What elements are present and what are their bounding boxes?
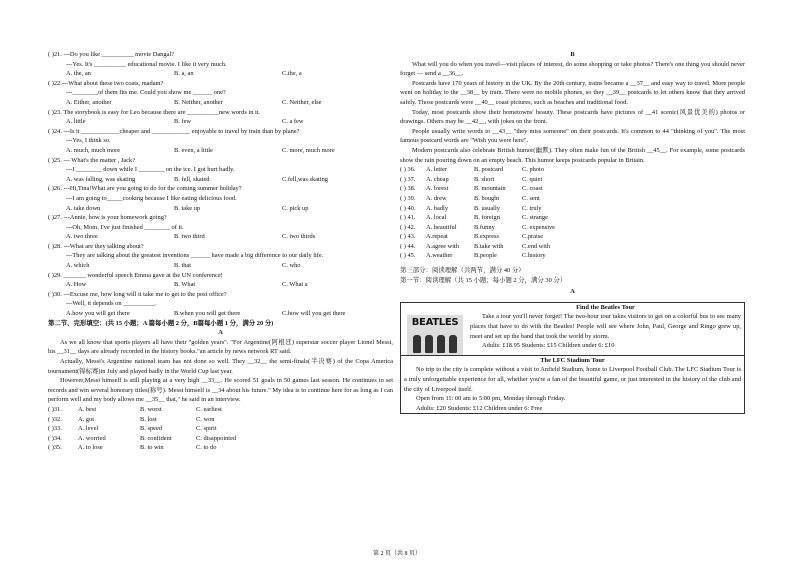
answer-option: A.weather <box>426 252 453 260</box>
cloze-option-row <box>400 194 745 204</box>
lfc-tour-title: The LFC Stadium Tour <box>540 356 605 364</box>
answer-option: C. expensive <box>522 223 556 231</box>
answer-option: B. two third <box>174 233 205 241</box>
answer-options-row <box>48 146 393 156</box>
reading-a-label: A <box>570 288 575 296</box>
passage-b-label: B <box>570 51 575 58</box>
question-number: ( ) 44. <box>400 242 416 250</box>
cloze-options-b <box>400 165 745 261</box>
cloze-option-row <box>400 165 745 175</box>
lfc-tour-hours: Open from 11: 00 am to 5:00 pm, Monday through Friday. <box>416 395 566 403</box>
page-footer: 第 2 页（共 8 页） <box>372 551 421 557</box>
passage-b <box>400 60 745 166</box>
question-stem: ( )21. ---Do you like __________ movie Dangal? <box>48 51 175 58</box>
beatles-logo-image <box>407 315 463 355</box>
answer-option: A. little <box>66 118 86 126</box>
question-stem: ( )27. ---Annie, how is your homework going? <box>48 214 167 222</box>
answer-options-row <box>48 175 393 185</box>
question-number: ( )31. <box>48 405 62 413</box>
beatles-tour-title: Find the Beatles Tour <box>576 303 635 311</box>
answer-option: B.express <box>474 233 500 241</box>
question-number: ( )33. <box>48 425 62 433</box>
answer-option: B. confident <box>140 434 172 442</box>
answer-option: B. mountain <box>474 185 506 193</box>
passage-paragraph: As we all know that sports players all have their "golden years". "For Argentine(阿根廷) superstar soccer player Lionel Messi, his __31__ days are already recorded in the history books."an article by news network RT said. <box>48 338 393 356</box>
answer-option: C. What a <box>282 281 308 289</box>
multiple-choice-group-a <box>48 50 393 213</box>
question-stem: ( )25. --- What's the matter , Jack? <box>48 156 136 164</box>
answer-option: A. Either, another <box>66 98 112 106</box>
answer-option: C. strange <box>522 214 548 222</box>
answer-option: A. which <box>66 262 90 270</box>
answer-option: A. much, much more <box>66 146 121 154</box>
beatles-tour-price: Adults: £18.95 Students: £15 Children under 6: £10 <box>482 342 615 350</box>
question-number: ( )34. <box>48 434 62 442</box>
answer-option: B. bought <box>474 194 500 202</box>
question-number: ( ) 41. <box>400 214 416 222</box>
lfc-tour-section <box>401 355 744 414</box>
answer-option: A. forest <box>426 185 449 193</box>
cloze-option-row <box>48 443 393 453</box>
cloze-option-row <box>400 242 745 252</box>
answer-option: B. take up <box>174 204 201 212</box>
answer-options-row <box>48 117 393 127</box>
passage-a <box>48 338 393 405</box>
question-stem: ( )30. ---Excuse me, how long will it take me to get to the post office? <box>48 290 227 298</box>
cloze-option-row <box>400 232 745 242</box>
answer-option: B. postcard <box>474 166 504 174</box>
question-dialogue-line: ---I am going to_____cooking because I like eating delicious food. <box>66 194 237 202</box>
question-number: ( )32. <box>48 415 62 423</box>
answer-option: A. two three <box>66 233 98 241</box>
answer-option: B. What <box>174 281 196 289</box>
answer-option: C. two thirds <box>282 233 316 241</box>
answer-option: B. fell, skated <box>174 175 210 183</box>
answer-option: C.fell,was skating <box>282 175 328 183</box>
answer-option: C. coast <box>522 185 543 193</box>
answer-option: C.end with <box>522 242 551 250</box>
answer-options-row <box>48 232 393 242</box>
cloze-option-row <box>400 204 745 214</box>
answer-option: B. worst <box>140 405 162 413</box>
passage-paragraph: People usually write words to __43__ "they miss someone" on their postcards. It's common to 44 "thinking of you". The most famous postcard words are "Wish you were here". <box>400 127 745 145</box>
part3-title: 第三部分：阅读理解（共两节，满分 40 分） <box>400 267 525 275</box>
answer-option: A. was falling, was skating <box>66 175 136 183</box>
question-number: ( ) 45. <box>400 252 416 260</box>
answer-options-row <box>48 204 393 214</box>
answer-option: C.how will you get there <box>282 310 346 318</box>
cloze-option-row <box>400 223 745 233</box>
passage-paragraph: Today, most postcards show their hometowns' beauty. These postcards have pictures of __41 scenic(风景优美的) photos or drawings. Others may be __42__, with jokes on the front. <box>400 108 745 126</box>
beatles-tour-section <box>401 303 744 355</box>
answer-option: A. level <box>78 425 99 433</box>
answer-options-row <box>48 261 393 271</box>
answer-option: B. speed <box>140 425 163 433</box>
cloze-option-row <box>48 415 393 425</box>
answer-option: C. truly <box>522 204 542 212</box>
answer-option: C. to do <box>196 444 217 452</box>
lfc-tour-body: No trip to the city is complete without a visit to Anfield Stadium, home to Liverpool Football Club. The LFC Stadium Tour is a truly unforgettable experience for all, whether you're a fan of the beautiful game, or just interested in the history of the club and the city of Liverpool itself. <box>404 366 741 393</box>
section2-title: 第二节、完形填空：(共 15 小题；A 篇每小题 2 分，B篇每小题 1 分，满分 20 分) <box>48 319 274 327</box>
answer-option: B.take with <box>474 242 504 250</box>
passage-a-label: A <box>218 329 223 337</box>
beatles-logo-text: BEATLES <box>411 316 459 328</box>
left-column <box>48 50 393 453</box>
question-number: ( ) 37. <box>400 175 416 183</box>
answer-option: B. few <box>174 118 192 126</box>
passage-paragraph: Postcards have 170 years of history in the UK. By the 20th century, trains became a __37__ and easy way to travel. More people went on holiday to the __38__ by train. There were no mobile phones, so they __39__ postcards to let others know that they arrived safely. Those postcards were __40__ coast pictures, such as beaches and traditional food. <box>400 79 745 106</box>
answer-option: A.agree with <box>426 242 460 250</box>
answer-option: B. that <box>174 262 192 270</box>
question-number: ( ) 38. <box>400 185 416 193</box>
answer-options-row <box>48 309 393 319</box>
question-number: ( ) 40. <box>400 204 416 212</box>
question-number: ( ) 39. <box>400 194 416 202</box>
answer-option: A. take down <box>66 204 101 212</box>
answer-option: B. foreign <box>474 214 500 222</box>
question-stem: ( )28. ---What are they talking about? <box>48 242 144 250</box>
right-column <box>400 50 745 414</box>
cloze-option-row <box>400 175 745 185</box>
answer-option: A.repeat <box>426 233 448 241</box>
answer-option: B. lost <box>140 415 157 423</box>
question-stem: ( )23. The storybook is easy for Leo because there are __________new words in it. <box>48 108 261 116</box>
answer-option: A. letter <box>426 166 447 174</box>
question-number: ( ) 43. <box>400 233 416 241</box>
tour-ad-box <box>400 302 745 415</box>
cloze-option-row <box>48 434 393 444</box>
answer-option: A. to lose <box>78 444 103 452</box>
answer-option: C. photo <box>522 166 545 174</box>
answer-option: B. short <box>474 175 495 183</box>
answer-option: C. more, much more <box>282 146 335 154</box>
answer-option: A. worried <box>78 434 106 442</box>
answer-option: C.history <box>522 252 546 260</box>
answer-option: B. even, a little <box>174 146 213 154</box>
answer-options-row <box>48 69 393 79</box>
question-number: ( ) 36. <box>400 166 416 174</box>
section1-title: 第一节：阅读理解（共 15 小题；每小题 2 分，满分 30 分） <box>400 276 567 284</box>
passage-paragraph: However,Messi himself is still playing at a very high __33__. He scored 51 goals in 50 games last season. He continues to set records and win several honorary titles(称号). Messi himself is __34 about his future." My idea is to continue here for as long as I can perform well and my body allows me __35__ that," he said in an interview. <box>48 377 393 404</box>
answer-option: A. drew <box>426 194 447 202</box>
question-dialogue-line: ---Yes. It's __________ educational movie. I like it very much. <box>66 60 227 68</box>
cloze-option-row <box>48 424 393 434</box>
answer-option: C. a few <box>282 118 304 126</box>
question-dialogue-line: ---They are talking about the greatest inventions ______ have made a big difference to our daily life. <box>66 252 324 260</box>
question-dialogue-line: ---Yes, I think so. <box>66 137 111 145</box>
passage-paragraph: Modern postcards also celebrate British humor(幽默). They often make fun of the British __45__. For example, some postcards show the rain pouring down on an empty beach. This humor keeps postcards popular in Britain. <box>400 146 745 164</box>
cloze-option-row <box>400 251 745 261</box>
answer-option: B. to win <box>140 444 164 452</box>
answer-option: A. cheap <box>426 175 449 183</box>
beatles-tour-body: Take a tour you'll never forget! The two-hour tour takes visitors to get on a colorful bus to see many places that have to do with the Beatles! People will see where John, Paul, George and Ringo grew up, meet and set up the band that took the world by storm. <box>470 313 741 340</box>
passage-paragraph: Actually, Messi's Argentine national team has not done so well. They __32__ the semi-finals(半决赛) of the Copa America tournament(锦标赛)in July and played badly in the World Cup last year. <box>48 358 393 375</box>
answer-option: A. got <box>78 415 94 423</box>
question-stem: ( )24. ---Is it ____________cheaper and ____________ enjoyable to travel by train than by plane? <box>48 127 300 135</box>
question-dialogue-line: ---Oh, Mom, I've just finished ________ of it. <box>66 223 184 231</box>
answer-option: B.when you will get there <box>174 310 241 318</box>
answer-option: A. local <box>426 214 447 222</box>
cloze-option-row <box>400 184 745 194</box>
answer-option: C.the, a <box>282 70 302 78</box>
answer-option: C. sent <box>522 194 540 202</box>
answer-option: A. beautiful <box>426 223 457 231</box>
answer-option: C. earliest <box>196 405 222 413</box>
question-dialogue-line: ---I ________ down while I ________ on the ice. I got hurt badly. <box>66 166 235 174</box>
lfc-tour-price: Adults: £20 Students: £12 Children under 6: Free <box>416 404 543 412</box>
answer-option: B. Neither, another <box>174 98 223 106</box>
question-dialogue-line: ---________of them fits me. Could you show me ______ one? <box>66 89 226 97</box>
answer-option: C. who <box>282 262 301 270</box>
answer-option: B. usually <box>474 204 500 212</box>
passage-paragraph: What will you do when you travel—visit places of interest, do some shopping or take photos? There's one thing you should never forget — send a __36__. <box>400 60 745 78</box>
answer-option: C. Neither, else <box>282 98 322 106</box>
answer-option: C. spirit <box>196 425 217 433</box>
cloze-options-a <box>48 405 393 453</box>
answer-option: A. best <box>78 405 97 413</box>
answer-option: C. won <box>196 415 215 423</box>
question-stem: ( )22.---What about these two coats, madam? <box>48 79 164 87</box>
answer-option: B. a, an <box>174 70 194 78</box>
question-number: ( )35. <box>48 444 62 452</box>
answer-option: B.funny <box>474 223 495 231</box>
answer-option: C. pick up <box>282 204 309 212</box>
answer-option: C. disappointed <box>196 434 237 442</box>
answer-option: B.people <box>474 252 497 260</box>
question-stem: ( )26. ---Hi,Tina!What are you going to do for the coming summer holiday? <box>48 185 242 193</box>
answer-options-row <box>48 280 393 290</box>
answer-option: A. How <box>66 281 87 289</box>
answer-option: C. quiet <box>522 175 543 183</box>
answer-option: A. the, an <box>66 70 91 78</box>
cloze-option-row <box>48 405 393 415</box>
answer-option: A. badly <box>426 204 449 212</box>
question-stem: ( )29. _______ wonderful speech Emma gave at the UN conference! <box>48 271 223 279</box>
question-dialogue-line: ---Well, it depends on __________. <box>66 300 157 308</box>
answer-option: A.how you will get there <box>66 310 130 318</box>
answer-option: C.praise <box>522 233 544 241</box>
cloze-option-row <box>400 213 745 223</box>
question-number: ( ) 42. <box>400 223 416 231</box>
answer-options-row <box>48 98 393 108</box>
multiple-choice-group-b <box>48 213 393 319</box>
